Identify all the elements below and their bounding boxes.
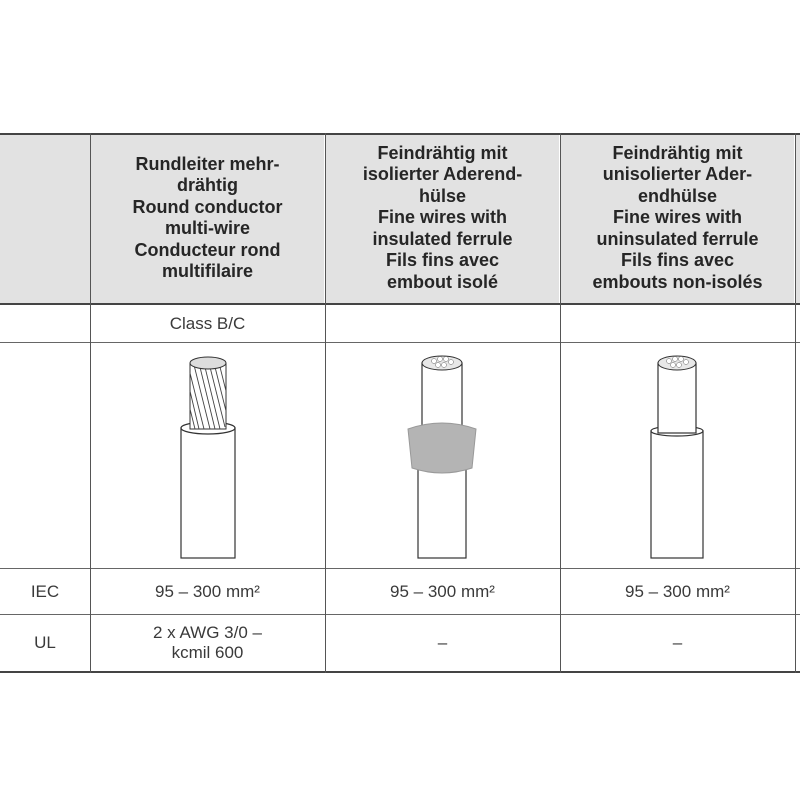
uninsulated-ferrule-conductor-icon	[561, 343, 794, 568]
iec-value-uninsulated-ferrule: 95 – 300 mm²	[625, 581, 730, 601]
column-header-uninsulated-ferrule	[561, 133, 794, 303]
class-cell	[91, 305, 324, 342]
table-top-rule	[0, 133, 800, 135]
conductor-table	[0, 133, 800, 673]
row-label-ul: UL	[34, 633, 56, 652]
stranded-conductor-icon	[91, 343, 324, 568]
class-row-rule	[0, 342, 800, 343]
column-divider	[560, 133, 561, 673]
header-corner-cell	[0, 133, 90, 303]
column-divider	[90, 133, 91, 673]
ul-value-uninsulated-ferrule: –	[672, 633, 683, 652]
column-header-insulated-ferrule	[326, 133, 559, 303]
column-header-text: Feindrähtig mit unisolierter Ader- endhülse Fine wires with uninsulated ferrule Fils fins avec embouts non-isolés	[592, 142, 763, 292]
ul-value-insulated-ferrule: –	[437, 633, 448, 652]
iec-value-insulated-ferrule: 95 – 300 mm²	[390, 581, 495, 601]
column-divider	[795, 133, 796, 673]
column-header-text: Rundleiter mehr- drähtig Round conductor multi-wire Conducteur rond multifilaire	[132, 153, 283, 281]
header-bottom-rule	[0, 303, 800, 305]
column-header-text: Feindrähtig mit isolierter Aderend- hülse Fine wires with insulated ferrule Fils fins avec embout isolé	[362, 142, 523, 292]
image-row-rule	[0, 568, 800, 569]
iec-value-stranded: 95 – 300 mm²	[155, 581, 260, 601]
row-label-iec: IEC	[30, 581, 60, 601]
column-header-stranded	[91, 133, 324, 303]
iec-row-rule	[0, 614, 800, 615]
column-divider	[325, 133, 326, 673]
header-cell-bg-4	[796, 133, 800, 303]
table-bottom-rule	[0, 671, 800, 673]
insulated-ferrule-conductor-icon	[326, 343, 559, 568]
ul-value-stranded: 2 x AWG 3/0 – kcmil 600	[153, 623, 262, 662]
class-text: Class B/C	[169, 313, 246, 333]
